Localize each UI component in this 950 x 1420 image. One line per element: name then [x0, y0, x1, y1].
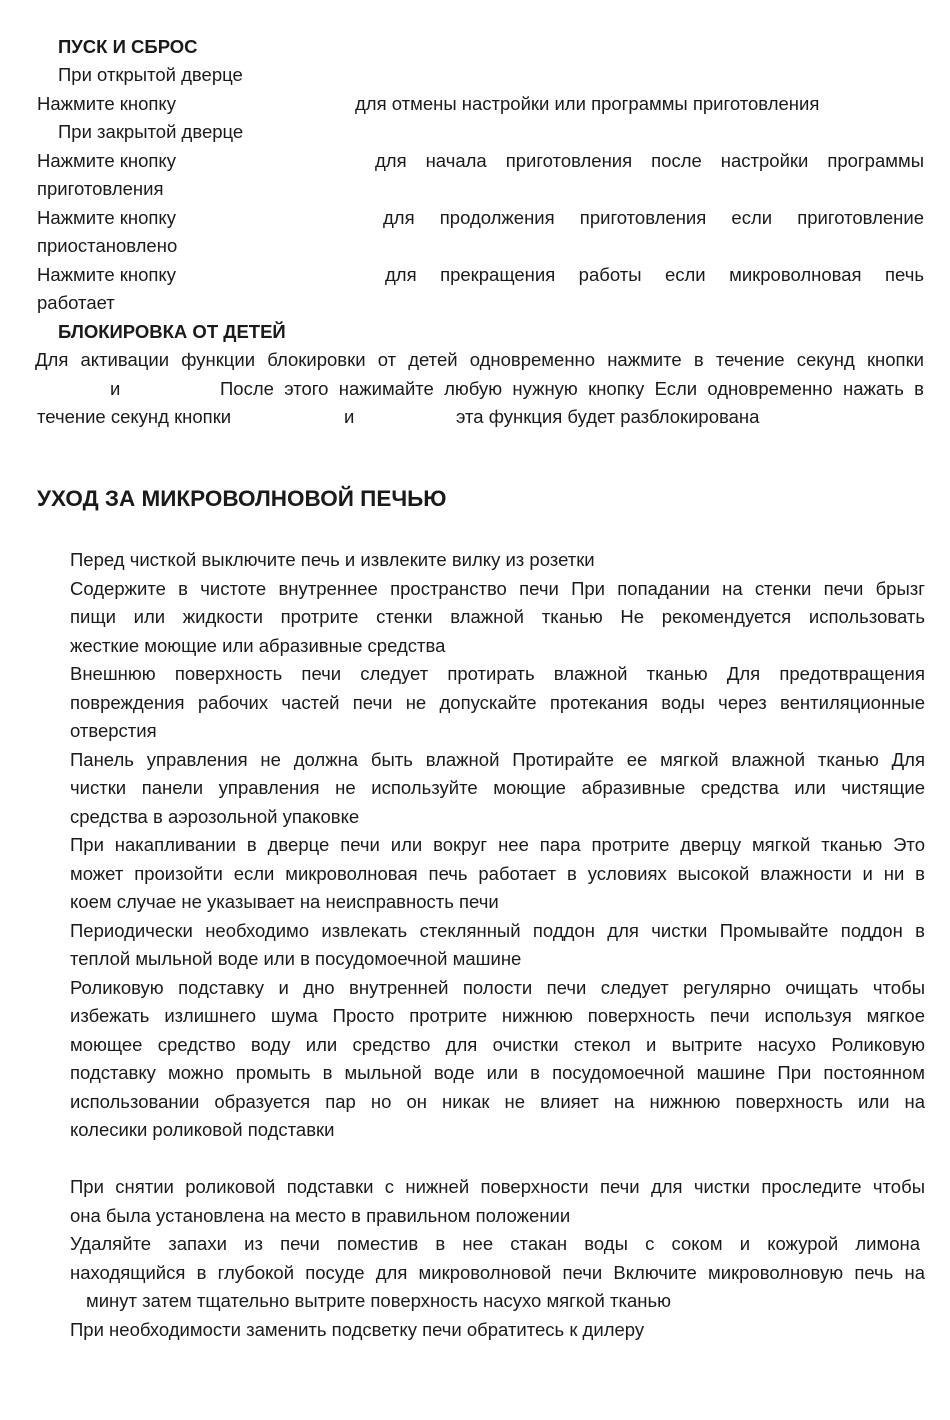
child-lock-line-3a: течение секунд кнопки [37, 406, 232, 427]
care-line-1: Содержите в чистоте внутреннее пространство печи При попадании на стенки печи брызг [70, 578, 925, 599]
door-closed-subheading: При закрытой дверце [58, 121, 244, 142]
resume-line-right: для продолжения приготовления если приготовление [383, 207, 924, 228]
care-line-14: теплой мыльной воде или в посудомоечной машине [70, 948, 522, 969]
care-line-2: пищи или жидкости протрите стенки влажной тканью Не рекомендуется использовать [70, 606, 925, 627]
care-line-17: моющее средство воду или средство для очистки стекол и вытрите насухо Роликовую [70, 1034, 925, 1055]
child-lock-and-2: и [344, 406, 355, 427]
start-reset-heading: ПУСК И СБРОС [58, 36, 198, 57]
stop-line-left: Нажмите кнопку [37, 264, 176, 285]
care-line-21: При снятии роликовой подставки с нижней поверхности печи для чистки проследите чтобы [70, 1176, 925, 1197]
care-line-15: Роликовую подставку и дно внутренней полости печи следует регулярно очищать чтобы [70, 977, 925, 998]
care-line-7: Панель управления не должна быть влажной Протирайте ее мягкой влажной тканью Для [70, 749, 925, 770]
start-line-right: для начала приготовления после настройки программы [375, 150, 924, 171]
resume-line-cont: приостановлено [37, 235, 178, 256]
care-line-25: минут затем тщательно вытрите поверхность насухо мягкой тканью [86, 1290, 671, 1311]
care-line-23: Удаляйте запахи из печи поместив в нее стакан воды с соком и кожурой лимона [70, 1233, 920, 1254]
child-lock-line-3b: эта функция будет разблокирована [456, 406, 760, 427]
care-line-6: отверстия [70, 720, 157, 741]
care-line-3: жесткие моющие или абразивные средства [70, 635, 446, 656]
child-lock-and-1: и [110, 378, 121, 399]
care-line-20: колесики роликовой подставки [70, 1119, 335, 1140]
start-line-left: Нажмите кнопку [37, 150, 176, 171]
cancel-line-left: Нажмите кнопку [37, 93, 176, 114]
care-line-13: Периодически необходимо извлекать стеклянный поддон для чистки Промывайте поддон в [70, 920, 925, 941]
door-open-subheading: При открытой дверце [58, 64, 243, 85]
care-line-0: Перед чисткой выключите печь и извлеките вилку из розетки [70, 549, 595, 570]
care-line-11: может произойти если микроволновая печь работает в условиях высокой влажности и ни в [70, 863, 925, 884]
stop-line-cont: работает [37, 292, 115, 313]
start-line-cont: приготовления [37, 178, 164, 199]
care-heading: УХОД ЗА МИКРОВОЛНОВОЙ ПЕЧЬЮ [37, 486, 447, 511]
stop-line-right: для прекращения работы если микроволновая печь [385, 264, 924, 285]
care-line-4: Внешнюю поверхность печи следует протирать влажной тканью Для предотвращения [70, 663, 925, 684]
care-line-8: чистки панели управления не используйте моющие абразивные средства или чистящие [70, 777, 925, 798]
care-line-24: находящийся в глубокой посуде для микроволновой печи Включите микроволновую печь на [70, 1262, 925, 1283]
child-lock-line-2: После этого нажимайте любую нужную кнопку Если одновременно нажать в [220, 378, 924, 399]
child-lock-heading: БЛОКИРОВКА ОТ ДЕТЕЙ [58, 321, 286, 342]
child-lock-line-1: Для активации функции блокировки от детей одновременно нажмите в течение секунд кнопки [35, 349, 924, 370]
care-line-26: При необходимости заменить подсветку печи обратитесь к дилеру [70, 1319, 645, 1340]
care-line-19: использовании образуется пар но он никак не влияет на нижнюю поверхность или на [70, 1091, 925, 1112]
care-line-5: повреждения рабочих частей печи не допускайте протекания воды через вентиляционные [70, 692, 925, 713]
care-line-16: избежать излишнего шума Просто протрите нижнюю поверхность печи используя мягкое [70, 1005, 925, 1026]
care-line-9: средства в аэрозольной упаковке [70, 806, 360, 827]
care-line-12: коем случае не указывает на неисправность печи [70, 891, 499, 912]
care-line-22: она была установлена на место в правильном положении [70, 1205, 571, 1226]
resume-line-left: Нажмите кнопку [37, 207, 176, 228]
cancel-line-right: для отмены настройки или программы приготовления [355, 93, 820, 114]
care-line-10: При накапливании в дверце печи или вокруг нее пара протрите дверцу мягкой тканью Это [70, 834, 925, 855]
care-line-18: подставку можно промыть в мыльной воде или в посудомоечной машине При постоянном [70, 1062, 925, 1083]
